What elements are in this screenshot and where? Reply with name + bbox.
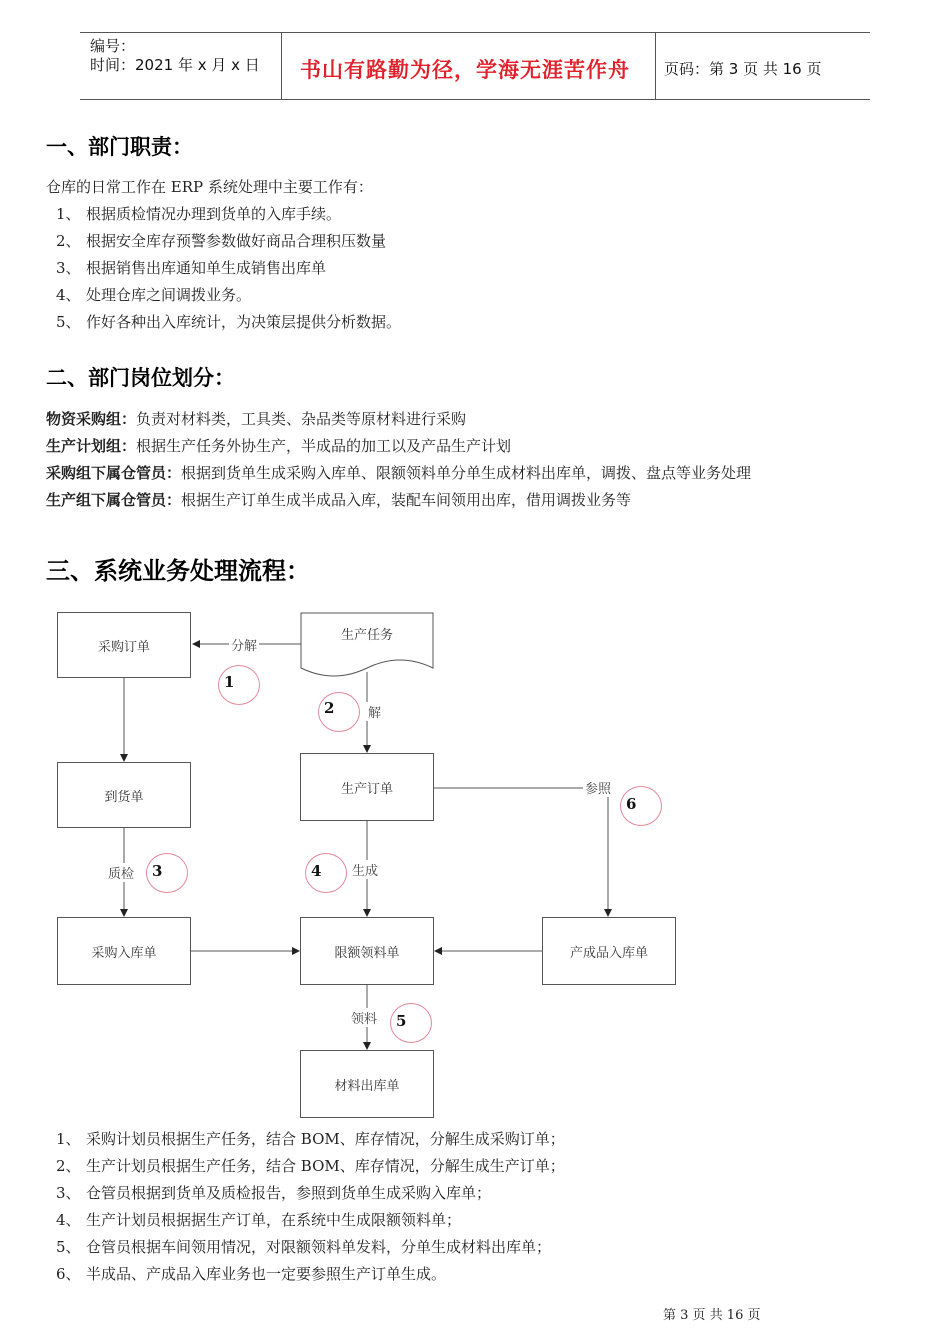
box-material-outbound: 材料出库单 [300,1050,434,1118]
list-item: 1、 采购计划员根据生产任务，结合 BOM、库存情况，分解生成采购订单； [56,1130,565,1148]
role-row: 采购组下属仓管员：根据到货单生成采购入库单、限额领料单分单生成材料出库单，调拨、盘点等业务处理 [46,464,752,482]
list-item: 1、 根据质检情况办理到货单的入库手续。 [56,205,342,223]
step-number-6: 6 [626,795,637,813]
doc-number-label: 编号： [90,37,136,55]
label-qc: 质检 [106,863,136,882]
label-decompose-2: 解 [366,702,383,721]
list-item: 2、 生产计划员根据生产任务，结合 BOM、库存情况，分解生成生产订单； [56,1157,565,1175]
label-decompose-1: 分解 [229,635,259,654]
list-item: 3、 根据销售出库通知单生成销售出库单 [56,259,327,277]
list-item: 4、 生产计划员根据据生产订单，在系统中生成限额领料单； [56,1211,462,1229]
step-number-2: 2 [324,699,335,717]
label-picking: 领料 [349,1008,379,1027]
box-purchase-order: 采购订单 [57,612,191,678]
step-number-3: 3 [152,862,163,880]
box-production-task: 生产任务 [340,628,393,643]
role-row: 生产组下属仓管员：根据生产订单生成半成品入库，装配车间领用出库，借用调拨业务等 [46,491,632,509]
box-production-order: 生产订单 [300,753,434,821]
list-item: 6、 半成品、产成品入库业务也一定要参照生产订单生成。 [56,1265,447,1283]
list-item: 4、 处理仓库之间调拨业务。 [56,286,252,304]
page-footer: 第 3 页 共 16 页 [663,1308,761,1323]
production-task-shape [301,613,433,676]
arrow-production-order-to-product-inbound [433,788,608,916]
label-generate: 生成 [350,860,380,879]
role-row: 生产计划组：根据生产任务外协生产，半成品的加工以及产品生产计划 [46,437,512,455]
section1-intro: 仓库的日常工作在 ERP 系统处理中主要工作有： [46,178,373,196]
header-motto: 书山有路勤为径，学海无涯苦作舟 [300,58,630,82]
header-page-code: 页码：第 3 页 共 16 页 [664,60,822,78]
list-item: 3、 仓管员根据到货单及质检报告，参照到货单生成采购入库单； [56,1184,492,1202]
section3-title: 三、系统业务处理流程： [46,557,310,585]
doc-time-label: 时间：2021 年 x 月 x 日 [90,56,260,74]
box-purchase-inbound: 采购入库单 [57,917,191,985]
step-number-5: 5 [396,1012,407,1030]
list-item: 5、 作好各种出入库统计，为决策层提供分析数据。 [56,313,402,331]
section2-title: 二、部门岗位划分： [46,366,235,390]
box-arrival: 到货单 [57,762,191,828]
section1-title: 一、部门职责： [46,135,193,159]
step-number-1: 1 [224,673,235,691]
label-reference: 参照 [583,778,613,797]
list-item: 2、 根据安全库存预警参数做好商品合理积压数量 [56,232,387,250]
role-row: 物资采购组：负责对材料类，工具类、杂品类等原材料进行采购 [46,410,467,428]
box-limit-picking: 限额领料单 [300,917,434,985]
steps-list [56,1126,916,1288]
box-product-inbound: 产成品入库单 [542,917,676,985]
step-number-4: 4 [311,862,322,880]
list-item: 5、 仓管员根据车间领用情况，对限额领料单发料，分单生成材料出库单； [56,1238,552,1256]
